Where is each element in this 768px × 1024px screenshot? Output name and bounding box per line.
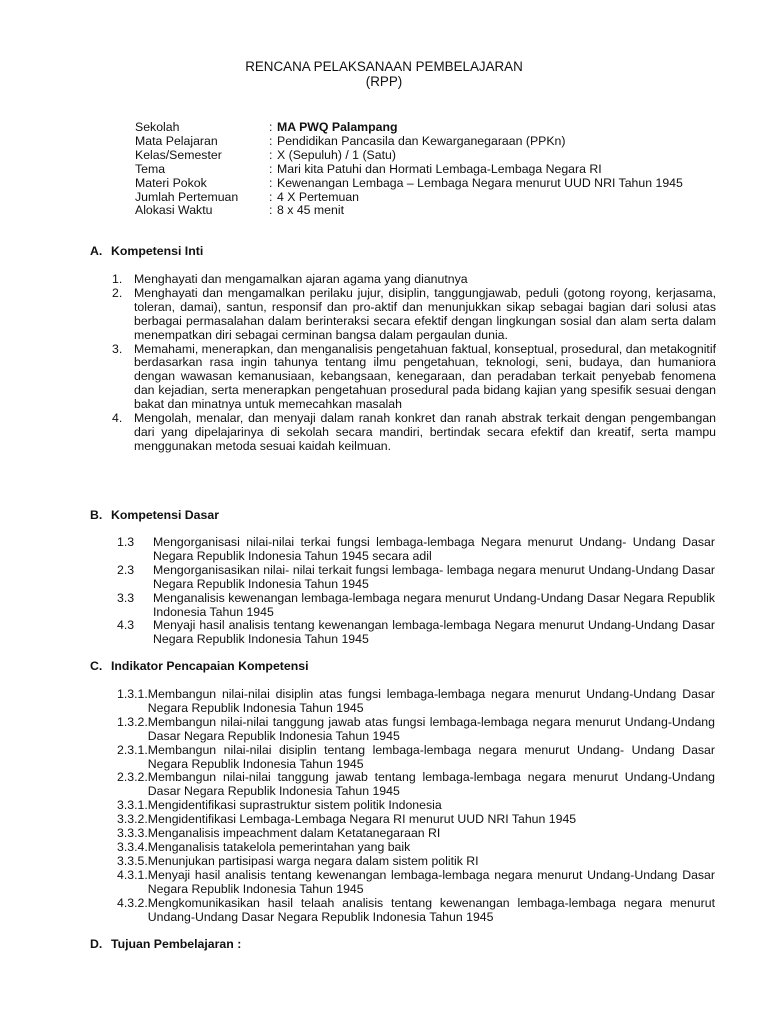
- list-item: 3.3.3. Menganalisis impeachment dalam Ketatanegaraan RI: [117, 826, 441, 841]
- section-title: Tujuan Pembelajaran :: [111, 937, 242, 951]
- section-letter: B.: [90, 508, 103, 522]
- info-row-sekolah: Sekolah : MA PWQ Palampang: [135, 121, 725, 135]
- info-row-kelas-semester: Kelas/Semester : X (Sepuluh) / 1 (Satu): [135, 149, 725, 163]
- document-title: [0, 59, 768, 89]
- list-item: 3. Memahami, menerapkan, dan menganalisis pengetahuan faktual, konseptual, prosedural, dan metakognitif berdasarkan rasa ingin tahunya tentang ilmu pengetahuan, teknologi, seni, budaya, dan humaniora dengan wawasan kemanusiaan, kebangsaan, kenegaraan, dan peradaban terkait penyebab fenomena dan kejadian, serta menerapkan pengetahuan prosedural pada bidang kajian yang spesifik sesuai dengan bakat dan minatnya untuk memecahkan masalah: [112, 341, 716, 412]
- info-value: X (Sepuluh) / 1 (Satu): [277, 147, 396, 162]
- section-title: Indikator Pencapaian Kompetensi: [111, 659, 309, 673]
- kompetensi-inti-list: [112, 273, 716, 454]
- info-row-jumlah-pertemuan: Jumlah Pertemuan : 4 X Pertemuan: [135, 191, 725, 205]
- info-row-materi-pokok: Materi Pokok : Kewenangan Lembaga – Lembaga Negara menurut UUD NRI Tahun 1945: [135, 177, 725, 191]
- list-item: 4.3.2. Mengkomunikasikan hasil telaah analisis tentang kewenangan lembaga-lembaga negara menurut Undang-Undang Dasar Negara Republik Indonesia Tahun 1945: [117, 895, 715, 924]
- list-item: 2.3.1. Membangun nilai-nilai disiplin tentang lembaga-lembaga negara menurut Undang- Undang Dasar Negara Republik Indonesia Tahun 1945: [117, 742, 715, 771]
- section-letter: D.: [90, 937, 103, 951]
- info-row-tema: Tema : Mari kita Patuhi dan Hormati Lembaga-Lembaga Negara RI: [135, 163, 725, 177]
- list-item: 4.3 Menyaji hasil analisis tentang kewenangan lembaga-lembaga Negara menurut Undang-Undang Dasar Negara Republik Indonesia Tahun 1945: [117, 618, 715, 647]
- section-letter: A.: [90, 244, 103, 258]
- title-line-2: (RPP): [365, 74, 403, 89]
- info-row-mata-pelajaran: Mata Pelajaran : Pendidikan Pancasila dan Kewarganegaraan (PPKn): [135, 135, 725, 149]
- section-title: Kompetensi Inti: [111, 244, 204, 258]
- list-item: 1.3.1. Membangun nilai-nilai disiplin atas fungsi lembaga-lembaga negara menurut Undang-Undang Dasar Negara Republik Indonesia Tahun 1945: [117, 687, 715, 715]
- identity-table: [135, 121, 725, 218]
- list-item: 3.3 Menganalisis kewenangan lembaga-lembaga negara menurut Undang-Undang Dasar Negara Republik Indonesia Tahun 1945: [117, 590, 715, 619]
- info-label: Sekolah: [135, 120, 180, 134]
- info-label: Materi Pokok: [135, 175, 207, 190]
- info-label: Alokasi Waktu: [135, 203, 213, 218]
- list-item: 1. Menghayati dan mengamalkan ajaran agama yang dianutnya: [112, 272, 468, 286]
- list-item: 1.3 Mengorganisasi nilai-nilai terkai fungsi lembaga-lembaga Negara menurut Undang- Undang Dasar Negara Republik Indonesia Tahun 1945 secara adil: [117, 535, 715, 563]
- info-value: Mari kita Patuhi dan Hormati Lembaga-Lembaga Negara RI: [277, 161, 602, 176]
- title-line-1: RENCANA PELAKSANAAN PEMBELAJARAN: [245, 59, 523, 74]
- info-value: Pendidikan Pancasila dan Kewarganegaraan (PPKn): [277, 133, 566, 148]
- section-letter: C.: [90, 659, 103, 673]
- info-label: Kelas/Semester: [135, 147, 222, 162]
- indikator-list: [117, 688, 715, 924]
- info-row-alokasi-waktu: Alokasi Waktu : 8 x 45 menit: [135, 204, 725, 218]
- list-item: 2. Menghayati dan mengamalkan perilaku jujur, disiplin, tanggungjawab, peduli (gotong royong, kerjasama, toleran, damai), santun, responsif dan pro-aktif dan menunjukkan sikap sebagai bagian dari solusi atas berbagai permasalahan dalam berinteraksi secara efektif dengan lingkungan sosial dan alam serta dalam menempatkan diri sebagai cerminan bangsa dalam pergaulan dunia.: [112, 285, 716, 342]
- list-item: 1.3.2. Membangun nilai-nilai tanggung jawab atas fungsi lembaga-lembaga negara menurut Undang-Undang Dasar Negara Republik Indonesia Tahun 1945: [117, 714, 715, 743]
- list-item: 4. Mengolah, menalar, dan menyaji dalam ranah konkret dan ranah abstrak terkait dengan pengembangan dari yang dipelajarinya di sekolah secara mandiri, bertindak secara efektif dan kreatif, serta mampu menggunakan metoda sesuai kaidah keilmuan.: [112, 411, 716, 453]
- info-value: 8 x 45 menit: [277, 203, 344, 218]
- list-item: 2.3.2. Membangun nilai-nilai tanggung jawab tentang lembaga-lembaga negara menurut Undang-Undang Dasar Negara Republik Indonesia Tahun 1945: [117, 770, 715, 799]
- list-item: 3.3.1. Mengidentifikasi suprastruktur sistem politik Indonesia: [117, 798, 442, 813]
- list-item: 2.3 Mengorganisasikan nilai- nilai terkait fungsi lembaga- lembaga negara menurut Undang-Undang Dasar Negara Republik Indonesia Tahun 1945: [117, 562, 715, 591]
- info-label: Tema: [135, 161, 166, 176]
- list-item: 4.3.1. Menyaji hasil analisis tentang kewenangan lembaga-lembaga negara menurut Undang-Undang Dasar Negara Republik Indonesia Tahun 1945: [117, 867, 715, 896]
- info-value: Kewenangan Lembaga – Lembaga Negara menurut UUD NRI Tahun 1945: [277, 175, 683, 190]
- info-label: Mata Pelajaran: [135, 133, 218, 148]
- list-item: 3.3.2. Mengidentifikasi Lembaga-Lembaga Negara RI menurut UUD NRI Tahun 1945: [117, 812, 577, 827]
- info-value: 4 X Pertemuan: [277, 189, 360, 204]
- info-label: Jumlah Pertemuan: [135, 189, 239, 204]
- section-a-heading: [90, 245, 203, 259]
- list-item: 3.3.4. Menganalisis tatakelola pemerintahan yang baik: [117, 839, 411, 854]
- section-d-heading: [90, 938, 241, 952]
- section-c-heading: [90, 660, 308, 674]
- info-value: MA PWQ Palampang: [277, 120, 398, 134]
- list-item: 3.3.5. Menunjukan partisipasi warga negara dalam sistem politik RI: [117, 853, 479, 868]
- section-title: Kompetensi Dasar: [111, 508, 219, 522]
- section-b-heading: [90, 509, 219, 523]
- kompetensi-dasar-list: [117, 536, 715, 647]
